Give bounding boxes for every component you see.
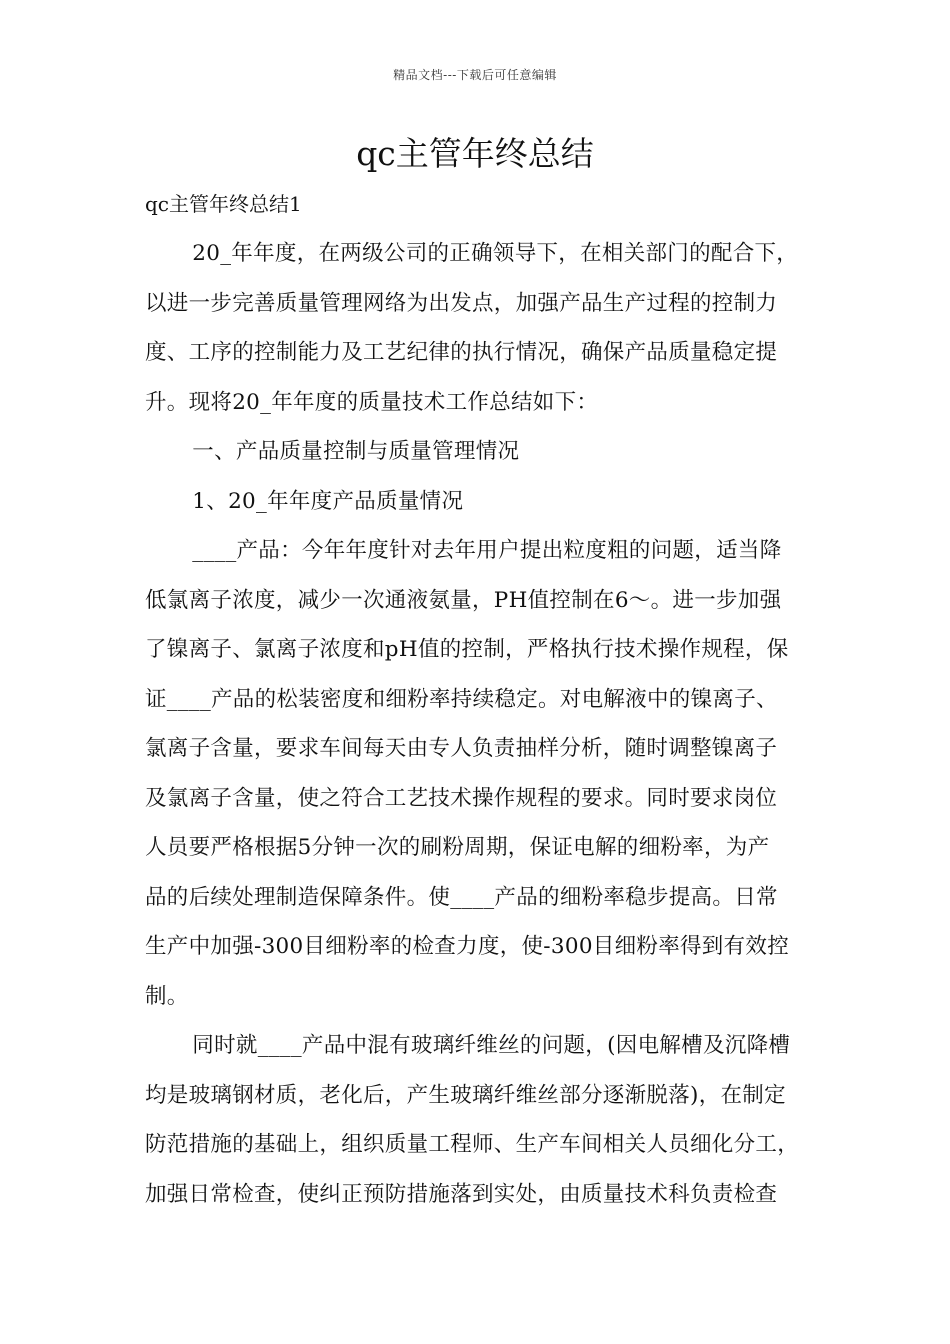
paragraph — [145, 477, 825, 527]
paragraph-line: 加强日常检查，使纠正预防措施落到实处，由质量技术科负责检查 — [145, 1181, 778, 1207]
paragraph-line: 防范措施的基础上，组织质量工程师、生产车间相关人员细化分工， — [145, 1132, 800, 1157]
paragraph-line: 生产中加强-300目细粉率的检查力度，使-300目细粉率得到有效控 — [145, 934, 790, 959]
document-title: qc主管年终总结 — [356, 134, 594, 173]
paragraph-line: 一、产品质量控制与质量管理情况 — [192, 439, 520, 464]
header-note: 精品文档---下载后可任意编辑 — [393, 68, 557, 82]
paragraph-line: ____产品：今年年度针对去年用户提出粒度粗的问题，适当降 — [192, 538, 782, 563]
paragraph-line: 及氯离子含量，使之符合工艺技术操作规程的要求。同时要求岗位 — [145, 785, 778, 811]
paragraph-line: 证____产品的松装密度和细粉率持续稳定。对电解液中的镍离子、 — [145, 686, 778, 712]
paragraph-line: 同时就____产品中混有玻璃纤维丝的问题，(因电解槽及沉降槽 — [192, 1033, 791, 1058]
paragraph — [145, 526, 825, 1021]
paragraph — [145, 229, 825, 427]
paragraph-line: 制。 — [145, 983, 189, 1009]
paragraph-line: 了镍离子、氯离子浓度和pH值的控制，严格执行技术操作规程，保 — [145, 637, 789, 662]
paragraph-line: 以进一步完善质量管理网络为出发点，加强产品生产过程的控制力 — [145, 290, 778, 316]
section-subtitle: qc主管年终总结1 — [145, 192, 302, 216]
paragraph-line: 1、20_年年度产品质量情况 — [192, 488, 464, 514]
paragraph — [145, 427, 825, 477]
paragraph-line: 低氯离子浓度，减少一次通液氨量，PH值控制在6～。进一步加强 — [145, 587, 782, 613]
paragraph-line: 20_年年度，在两级公司的正确领导下，在相关部门的配合下， — [192, 241, 799, 266]
paragraph-line: 品的后续处理制造保障条件。使____产品的细粉率稳步提高。日常 — [145, 884, 778, 910]
paragraph-line: 氯离子含量，要求车间每天由专人负责抽样分析，随时调整镍离子 — [145, 736, 778, 761]
paragraph-line: 人员要严格根据5分钟一次的刷粉周期，保证电解的细粉率，为产 — [145, 835, 770, 860]
paragraph-line: 升。现将20_年年度的质量技术工作总结如下： — [145, 389, 599, 415]
document-body — [145, 229, 825, 1219]
paragraph-line: 度、工序的控制能力及工艺纪律的执行情况，确保产品质量稳定提 — [145, 340, 778, 365]
paragraph — [145, 1021, 825, 1219]
paragraph-line: 均是玻璃钢材质，老化后，产生玻璃纤维丝部分逐渐脱落)，在制定 — [145, 1082, 786, 1108]
